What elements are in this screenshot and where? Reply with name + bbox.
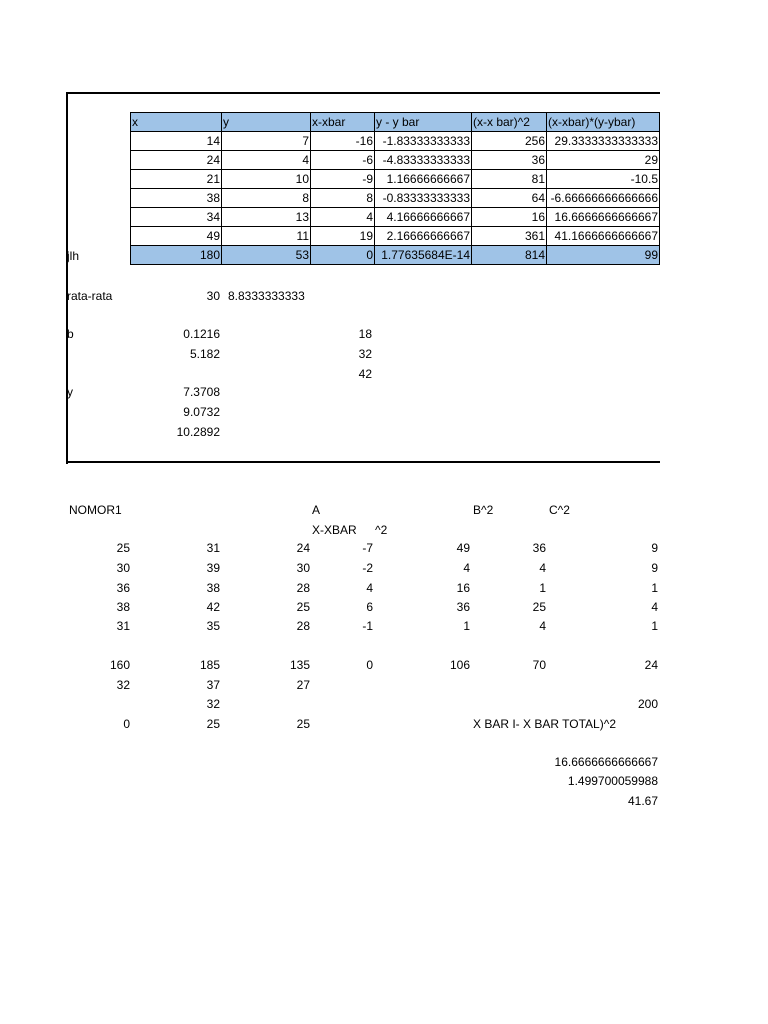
cell[interactable]: 38 bbox=[131, 189, 222, 208]
total-cell[interactable]: 99 bbox=[547, 246, 660, 265]
total-cell[interactable]: 53 bbox=[222, 246, 311, 265]
table-row bbox=[131, 189, 660, 208]
cell[interactable]: -10.5 bbox=[547, 170, 660, 189]
cell[interactable]: 16 bbox=[472, 208, 547, 227]
cell[interactable]: 4 bbox=[539, 619, 546, 633]
cell[interactable]: 42 bbox=[206, 600, 220, 614]
cell[interactable]: 41.1666666666667 bbox=[547, 227, 660, 246]
table-row bbox=[131, 227, 660, 246]
cell[interactable]: 28 bbox=[296, 619, 310, 633]
cell[interactable]: 31 bbox=[206, 541, 220, 555]
cell[interactable]: 4 bbox=[311, 208, 375, 227]
sum-cell[interactable]: 0 bbox=[366, 658, 373, 672]
header-x-xbar[interactable]: x-xbar bbox=[311, 113, 375, 132]
cell[interactable]: -9 bbox=[311, 170, 375, 189]
cell[interactable]: 4 bbox=[222, 151, 311, 170]
cell[interactable]: 9 bbox=[651, 561, 658, 575]
sum-cell[interactable]: 106 bbox=[449, 658, 470, 672]
cell[interactable]: 1 bbox=[539, 581, 546, 595]
table-row bbox=[131, 132, 660, 151]
header-y-ybar[interactable]: y - y bar bbox=[375, 113, 472, 132]
total-cell[interactable]: 0 bbox=[311, 246, 375, 265]
cell[interactable]: 30 bbox=[296, 561, 310, 575]
cell[interactable]: 35 bbox=[206, 619, 220, 633]
x-new-value[interactable]: 32 bbox=[358, 347, 372, 361]
mean2-cell[interactable]: 32 bbox=[206, 697, 220, 711]
mean-cell[interactable]: 27 bbox=[296, 678, 310, 692]
y-pred-value[interactable]: 7.3708 bbox=[183, 385, 220, 399]
cell[interactable]: 25 bbox=[206, 717, 220, 731]
cell[interactable]: 9 bbox=[651, 541, 658, 555]
table-row bbox=[131, 208, 660, 227]
sub-x-xbar-header: X-XBAR bbox=[312, 523, 357, 537]
cell[interactable]: -1.83333333333 bbox=[375, 132, 472, 151]
col-c2-header: C^2 bbox=[549, 503, 570, 517]
header-x[interactable]: x bbox=[131, 113, 222, 132]
frame-top-border bbox=[66, 92, 660, 94]
b-label: b bbox=[67, 327, 74, 341]
table-header-row bbox=[131, 113, 660, 132]
cell[interactable]: 25 bbox=[296, 717, 310, 731]
cell[interactable]: 30 bbox=[116, 561, 130, 575]
cell[interactable]: 38 bbox=[116, 600, 130, 614]
frame-left-border bbox=[66, 92, 68, 464]
cell[interactable]: 1 bbox=[651, 619, 658, 633]
total-cell[interactable]: 180 bbox=[131, 246, 222, 265]
cell[interactable]: 256 bbox=[472, 132, 547, 151]
cell[interactable]: 16 bbox=[456, 581, 470, 595]
cell[interactable]: 25 bbox=[532, 600, 546, 614]
cell[interactable]: -0.83333333333 bbox=[375, 189, 472, 208]
y-pred-value[interactable]: 10.2892 bbox=[176, 425, 220, 439]
table-total-row bbox=[131, 246, 660, 265]
cell[interactable]: 81 bbox=[472, 170, 547, 189]
col-b2-header: B^2 bbox=[473, 503, 494, 517]
regression-table bbox=[130, 112, 660, 265]
total-200-cell[interactable]: 200 bbox=[637, 697, 658, 711]
b-value[interactable]: 0.1216 bbox=[183, 327, 220, 341]
total-cell[interactable]: 814 bbox=[472, 246, 547, 265]
cell[interactable]: 4 bbox=[651, 600, 658, 614]
cell[interactable]: 29.3333333333333 bbox=[547, 132, 660, 151]
mean-cell[interactable]: 37 bbox=[206, 678, 220, 692]
cell[interactable]: 7 bbox=[222, 132, 311, 151]
cell[interactable]: 6 bbox=[366, 600, 373, 614]
frame-bottom-border bbox=[66, 461, 660, 463]
total-label: jlh bbox=[67, 249, 80, 263]
cell[interactable]: 25 bbox=[296, 600, 310, 614]
cell[interactable]: -2 bbox=[362, 561, 373, 575]
header-x-xbar-squared[interactable]: (x-x bar)^2 bbox=[472, 113, 547, 132]
cell[interactable]: -6.66666666666666 bbox=[547, 189, 660, 208]
result-value[interactable]: 41.67 bbox=[627, 794, 658, 808]
section-title: NOMOR1 bbox=[69, 503, 122, 517]
xbar-note: X BAR I- X BAR TOTAL)^2 bbox=[473, 717, 617, 731]
cell[interactable]: -16 bbox=[311, 132, 375, 151]
cell[interactable]: 25 bbox=[116, 541, 130, 555]
cell[interactable]: 36 bbox=[116, 581, 130, 595]
total-cell[interactable]: 1.77635684E-14 bbox=[375, 246, 472, 265]
cell[interactable]: 4 bbox=[463, 561, 470, 575]
header-product[interactable]: (x-xbar)*(y-ybar) bbox=[547, 113, 660, 132]
sum-cell[interactable]: 70 bbox=[532, 658, 546, 672]
cell[interactable]: 36 bbox=[532, 541, 546, 555]
cell[interactable]: 24 bbox=[296, 541, 310, 555]
cell[interactable]: 361 bbox=[472, 227, 547, 246]
mean-label: rata-rata bbox=[67, 289, 113, 303]
cell[interactable]: 36 bbox=[456, 600, 470, 614]
cell[interactable]: 49 bbox=[456, 541, 470, 555]
x-new-value[interactable]: 42 bbox=[358, 367, 372, 381]
y-pred-value[interactable]: 9.0732 bbox=[183, 405, 220, 419]
mean-x-value[interactable]: 30 bbox=[206, 289, 220, 303]
table-row bbox=[131, 151, 660, 170]
result-value[interactable]: 16.6666666666667 bbox=[554, 755, 658, 769]
cell[interactable]: -1 bbox=[362, 619, 373, 633]
y-label: y bbox=[67, 385, 73, 399]
result-value[interactable]: 1.499700059988 bbox=[567, 774, 658, 788]
sum-cell[interactable]: 135 bbox=[289, 658, 310, 672]
cell[interactable]: 24 bbox=[131, 151, 222, 170]
cell[interactable]: 19 bbox=[311, 227, 375, 246]
sum-cell[interactable]: 24 bbox=[644, 658, 658, 672]
cell[interactable]: 8 bbox=[222, 189, 311, 208]
sub-pow-header: ^2 bbox=[375, 523, 388, 537]
cell[interactable]: 1.16666666667 bbox=[375, 170, 472, 189]
cell[interactable]: 13 bbox=[222, 208, 311, 227]
cell[interactable]: 1 bbox=[463, 619, 470, 633]
sum-cell[interactable]: 185 bbox=[199, 658, 220, 672]
cell[interactable]: 16.6666666666667 bbox=[547, 208, 660, 227]
cell[interactable]: 8 bbox=[311, 189, 375, 208]
cell[interactable]: 4 bbox=[539, 561, 546, 575]
col-a-header: A bbox=[312, 503, 321, 517]
cell[interactable]: 21 bbox=[131, 170, 222, 189]
cell[interactable]: 38 bbox=[206, 581, 220, 595]
cell[interactable]: 1 bbox=[651, 581, 658, 595]
mean-y-value[interactable]: 8.8333333333 bbox=[228, 289, 305, 303]
cell[interactable]: 49 bbox=[131, 227, 222, 246]
sum-cell[interactable]: 160 bbox=[109, 658, 130, 672]
cell[interactable]: 14 bbox=[131, 132, 222, 151]
cell[interactable]: -4.83333333333 bbox=[375, 151, 472, 170]
cell[interactable]: 4 bbox=[366, 581, 373, 595]
cell[interactable]: 34 bbox=[131, 208, 222, 227]
cell[interactable]: 10 bbox=[222, 170, 311, 189]
cell[interactable]: 31 bbox=[116, 619, 130, 633]
cell[interactable]: 36 bbox=[472, 151, 547, 170]
table-row bbox=[131, 170, 660, 189]
cell[interactable]: 2.16666666667 bbox=[375, 227, 472, 246]
cell[interactable]: 11 bbox=[222, 227, 311, 246]
cell[interactable]: -7 bbox=[362, 541, 373, 555]
x-new-value[interactable]: 18 bbox=[358, 327, 372, 341]
cell[interactable]: 0 bbox=[123, 717, 130, 731]
cell[interactable]: -6 bbox=[311, 151, 375, 170]
a-value[interactable]: 5.182 bbox=[189, 347, 220, 361]
cell[interactable]: 64 bbox=[472, 189, 547, 208]
mean-cell[interactable]: 32 bbox=[116, 678, 130, 692]
cell[interactable]: 29 bbox=[547, 151, 660, 170]
cell[interactable]: 39 bbox=[206, 561, 220, 575]
cell[interactable]: 28 bbox=[296, 581, 310, 595]
cell[interactable]: 4.16666666667 bbox=[375, 208, 472, 227]
header-y[interactable]: y bbox=[222, 113, 311, 132]
